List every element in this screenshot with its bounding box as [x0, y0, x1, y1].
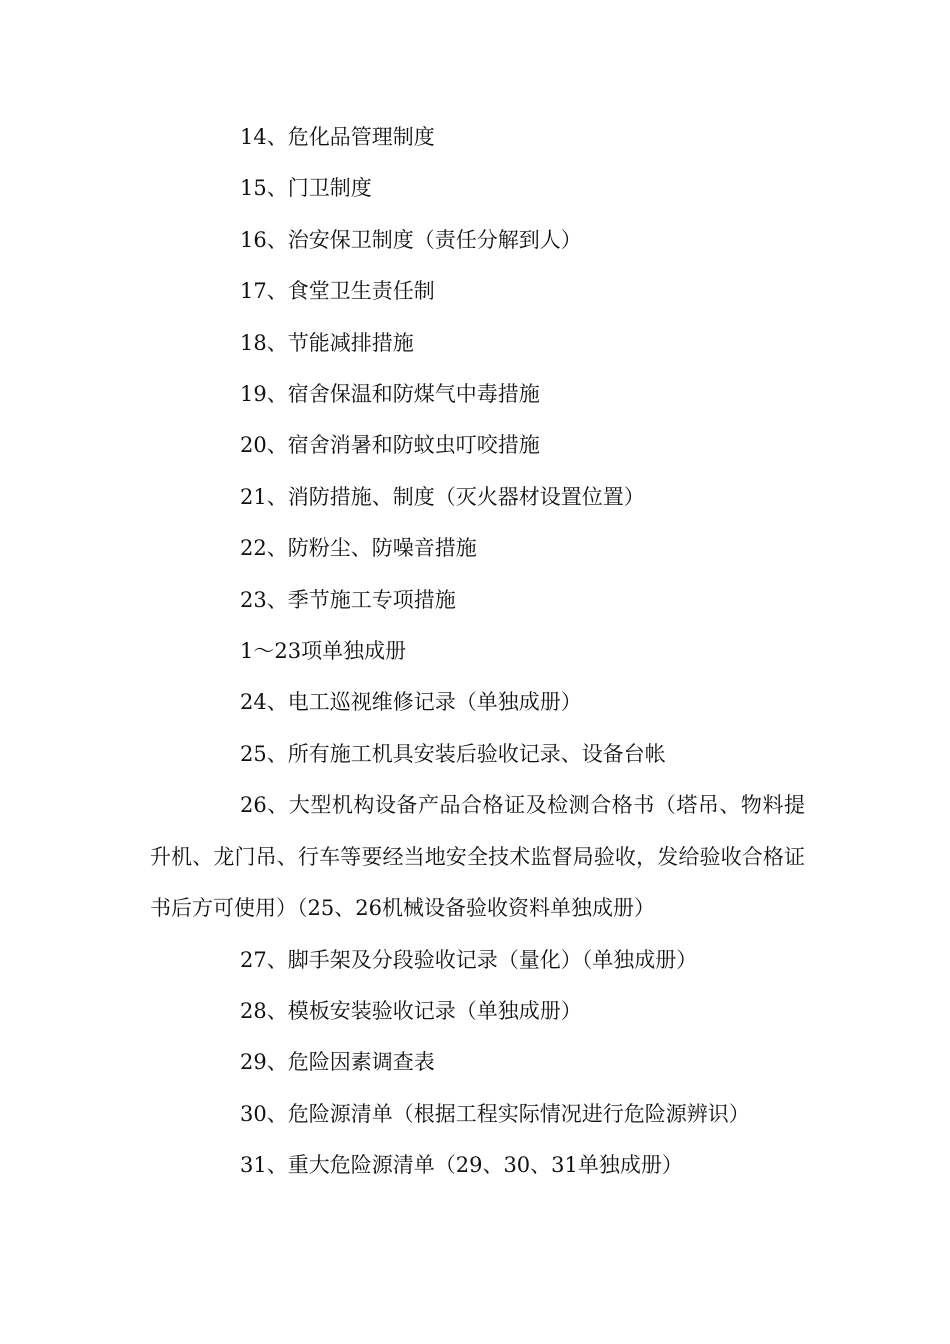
list-item-14: 14、危化品管理制度 [240, 125, 435, 149]
list-item-29: 29、危险因素调查表 [240, 1050, 435, 1075]
list-item-15: 15、门卫制度 [240, 176, 372, 201]
list-item-30: 30、危险源清单（根据工程实际情况进行危险源辨识） [240, 1101, 750, 1126]
list-item-16: 16、治安保卫制度（责任分解到人） [240, 227, 582, 252]
note-items-1-23: 1～23项单独成册 [240, 639, 407, 664]
list-item-23: 23、季节施工专项措施 [240, 587, 456, 612]
list-item-27: 27、脚手架及分段验收记录（量化）（单独成册） [240, 947, 698, 972]
list-item-24: 24、电工巡视维修记录（单独成册） [240, 690, 582, 715]
document-body [150, 112, 805, 1192]
list-item-22: 22、防粉尘、防噪音措施 [240, 536, 477, 561]
list-item-26: 26、大型机构设备产品合格证及检测合格书（塔吊、物料提升机、龙门吊、行车等要经当地安全技术监督局验收，发给验收合格证书后方可使用）（25、26机械设备验收资料单独成册） [150, 793, 805, 921]
list-item-19: 19、宿舍保温和防煤气中毒措施 [240, 382, 540, 407]
list-item-28: 28、模板安装验收记录（单独成册） [240, 998, 582, 1023]
list-item-25: 25、所有施工机具安装后验收记录、设备台帐 [240, 741, 666, 766]
list-item-17: 17、食堂卫生责任制 [240, 279, 435, 304]
list-item-18: 18、节能减排措施 [240, 330, 414, 355]
list-item-31: 31、重大危险源清单（29、30、31单独成册） [240, 1153, 683, 1178]
list-item-21: 21、消防措施、制度（灭火器材设置位置） [240, 484, 645, 509]
list-item-20: 20、宿舍消暑和防蚊虫叮咬措施 [240, 433, 540, 458]
